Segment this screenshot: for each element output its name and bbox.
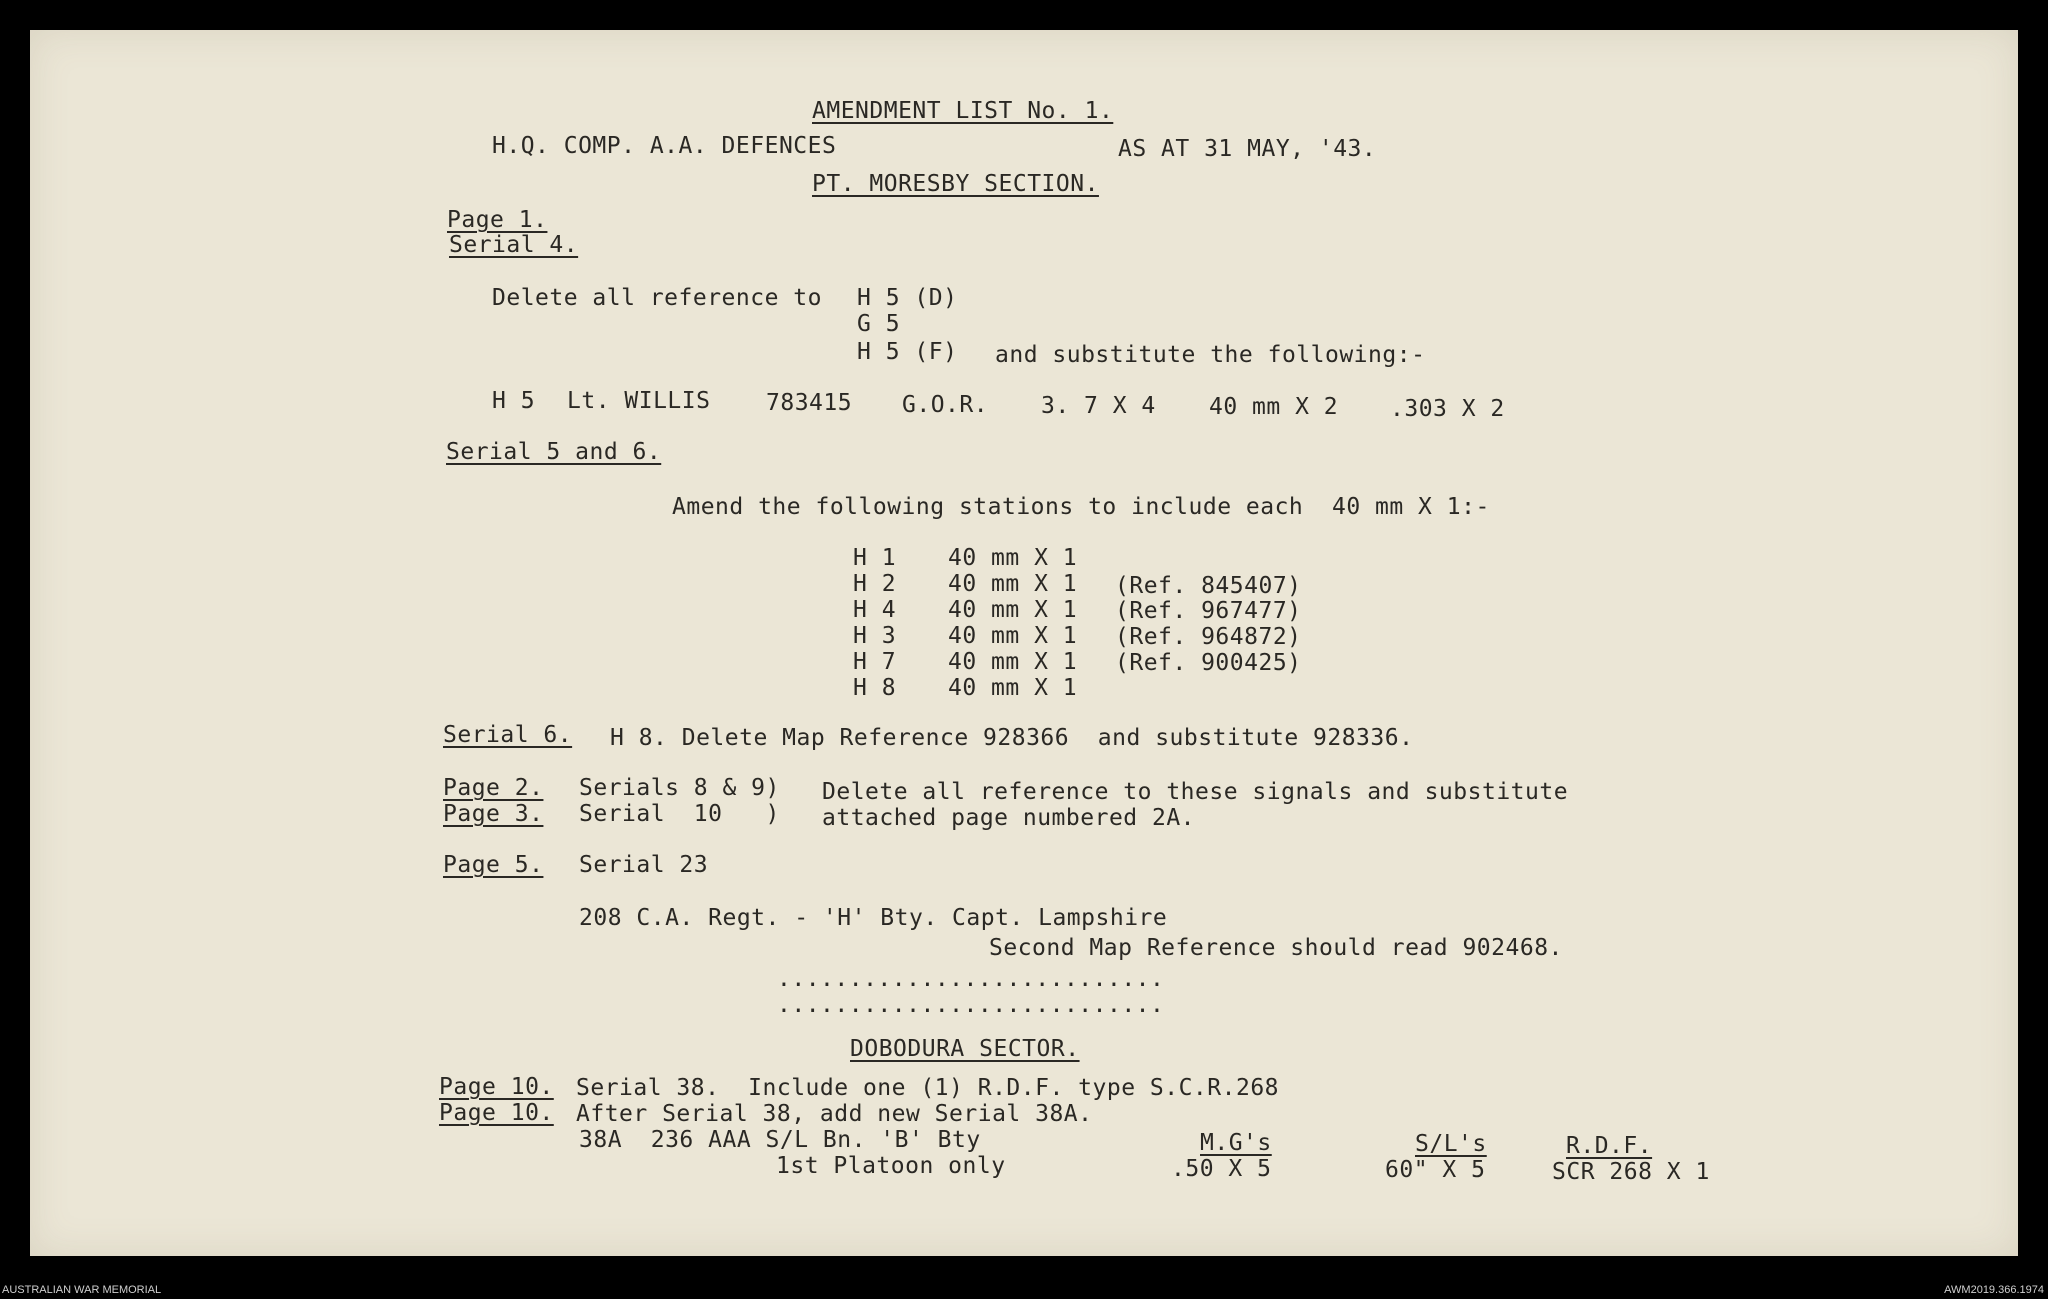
station-gun: 40 mm X 1 [948, 675, 1078, 701]
station-code: H 8 [853, 675, 897, 701]
amendment-title: AMENDMENT LIST No. 1. [812, 98, 1114, 124]
station-code: H 3 [853, 623, 897, 649]
entry-gun-1: 3. 7 X 4 [1041, 393, 1156, 419]
footer-accession: AWM2019.366.1974 [1944, 1284, 2044, 1296]
station-code: H 2 [853, 571, 897, 597]
entry-ref: 783415 [766, 390, 853, 416]
entry-gun-3: .303 X 2 [1390, 396, 1505, 422]
station-code: H 4 [853, 597, 897, 623]
page5-label: Page 5. [443, 852, 544, 878]
section-title: PT. MORESBY SECTION. [812, 171, 1099, 197]
document-date: AS AT 31 MAY, '43. [1118, 136, 1377, 162]
page3-label: Page 3. [443, 801, 544, 827]
delete-item: H 5 (D) [857, 285, 958, 311]
dobodura-title: DOBODURA SECTOR. [850, 1036, 1080, 1062]
pages23-line2: attached page numbered 2A. [822, 805, 1196, 831]
station-gun: 40 mm X 1 [948, 623, 1078, 649]
page5-line2: Second Map Reference should read 902468. [989, 935, 1563, 961]
delete-item: H 5 (F) [857, 339, 958, 365]
station-code: H 1 [853, 545, 897, 571]
page2-label: Page 2. [443, 775, 544, 801]
delete-item: G 5 [857, 311, 901, 337]
station-gun: 40 mm X 1 [948, 597, 1078, 623]
entry-gun-2: 40 mm X 2 [1209, 394, 1339, 420]
entry-station: H 5 [492, 388, 536, 414]
substitute-text: and substitute the following:- [995, 342, 1426, 368]
serial4-label: Serial 4. [449, 232, 579, 258]
station-code: H 7 [853, 649, 897, 675]
page10-label: Page 10. [439, 1100, 554, 1126]
station-gun: 40 mm X 1 [948, 649, 1078, 675]
entry-gor: G.O.R. [902, 392, 989, 418]
station-gun: 40 mm X 1 [948, 545, 1078, 571]
station-ref: (Ref. 845407) [1115, 573, 1302, 599]
station-ref: (Ref. 967477) [1115, 598, 1302, 624]
dotted-separator: ........................... [777, 966, 1165, 992]
footer-credit: AUSTRALIAN WAR MEMORIAL [2, 1284, 162, 1296]
serial6-label: Serial 6. [443, 722, 573, 748]
col-sl-value: 60" X 5 [1385, 1157, 1486, 1183]
pages23-line1: Delete all reference to these signals and substitute [822, 779, 1569, 805]
page10-label: Page 10. [439, 1074, 554, 1100]
unit-name: H.Q. COMP. A.A. DEFENCES [492, 133, 837, 159]
serials-8-9: Serials 8 & 9) [579, 775, 780, 801]
serial23-label: Serial 23 [579, 852, 709, 878]
station-gun: 40 mm X 1 [948, 571, 1078, 597]
col-mg-value: .50 X 5 [1171, 1156, 1272, 1182]
serial-10: Serial 10 ) [579, 801, 780, 827]
station-ref: (Ref. 900425) [1115, 650, 1302, 676]
entry-officer: Lt. WILLIS [567, 388, 711, 414]
station-ref: (Ref. 964872) [1115, 624, 1302, 650]
serial6-text: H 8. Delete Map Reference 928366 and substitute 928336. [610, 725, 1414, 751]
serial38a-platoon: 1st Platoon only [776, 1153, 1006, 1179]
serial56-label: Serial 5 and 6. [446, 439, 662, 465]
page10-text: After Serial 38, add new Serial 38A. [576, 1101, 1093, 1127]
col-mg-heading: M.G's [1200, 1130, 1272, 1156]
serial38a-row: 38A 236 AAA S/L Bn. 'B' Bty [579, 1127, 981, 1153]
col-rdf-value: SCR 268 X 1 [1552, 1159, 1710, 1185]
page10-text: Serial 38. Include one (1) R.D.F. type S.C.R.268 [576, 1075, 1280, 1101]
col-sl-heading: S/L's [1415, 1131, 1487, 1157]
serial56-intro: Amend the following stations to include each 40 mm X 1:- [672, 494, 1490, 520]
dotted-separator: ........................... [777, 992, 1165, 1018]
delete-text: Delete all reference to [492, 285, 822, 311]
page5-line1: 208 C.A. Regt. - 'H' Bty. Capt. Lampshire [579, 905, 1168, 931]
page1-label: Page 1. [447, 207, 548, 233]
col-rdf-heading: R.D.F. [1566, 1133, 1653, 1159]
